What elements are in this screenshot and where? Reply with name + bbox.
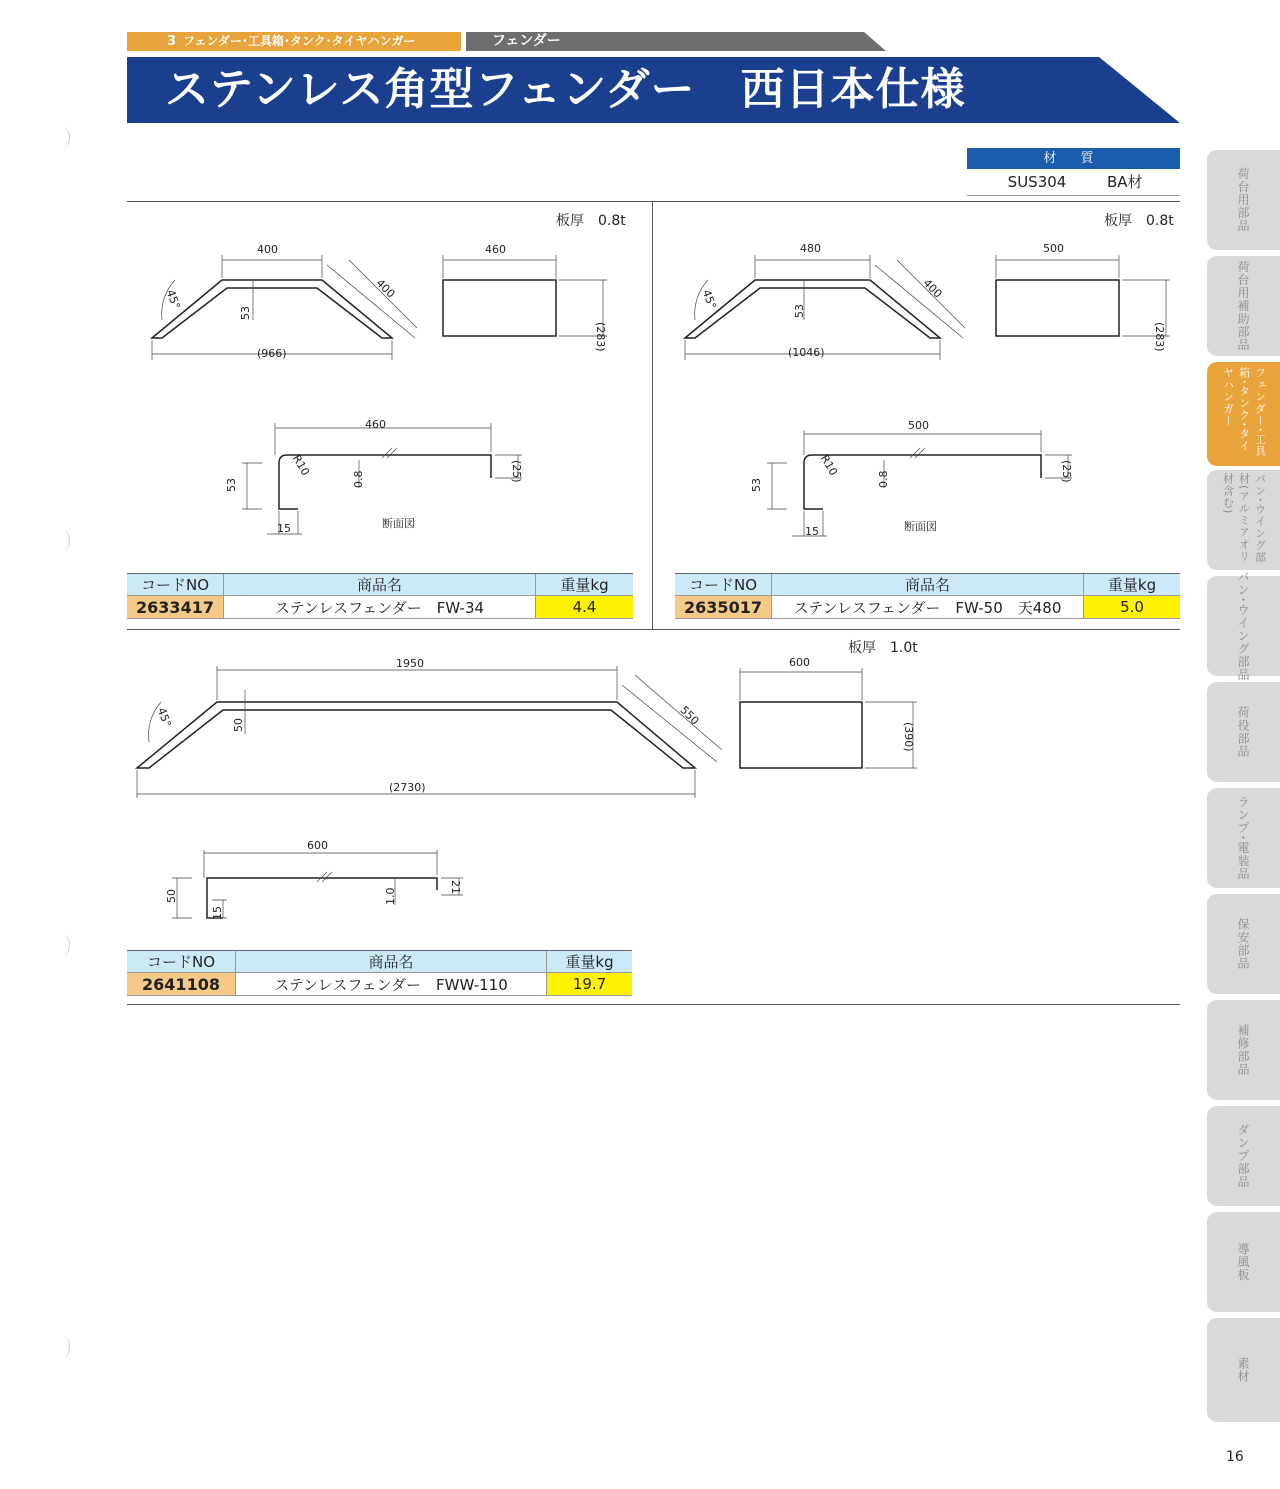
side-tab-label: バン･ウイング部品 — [1236, 570, 1250, 682]
table-row — [127, 596, 633, 619]
page-title: ステンレス角型フェンダー 西日本仕様 — [165, 64, 966, 115]
spec-table-fw34 — [127, 573, 633, 619]
svg-text:400: 400 — [920, 276, 945, 301]
svg-text:400: 400 — [373, 276, 398, 301]
side-tab-dump-parts[interactable] — [1207, 1106, 1280, 1206]
side-tab-cargo-aux-parts[interactable] — [1207, 256, 1280, 356]
svg-text:53: 53 — [239, 306, 252, 320]
svg-text:(390): (390) — [902, 722, 915, 752]
thickness-label-fww110: 板厚 1.0t — [848, 640, 918, 656]
svg-text:(25): (25) — [510, 460, 523, 483]
page-title-banner — [127, 57, 1180, 123]
svg-text:1950: 1950 — [396, 657, 424, 670]
product-code: 2635017 — [675, 596, 772, 619]
col-name: 商品名 — [772, 574, 1084, 596]
breadcrumb-section — [127, 32, 461, 51]
table-row — [127, 973, 632, 996]
side-tab-label: ランプ･電装品 — [1236, 795, 1250, 881]
section-divider-middle — [127, 629, 1180, 630]
side-tab-label: 保安部品 — [1236, 918, 1250, 970]
side-tab-handling-parts[interactable] — [1207, 682, 1280, 782]
svg-text:50: 50 — [232, 718, 245, 732]
svg-text:53: 53 — [225, 478, 238, 492]
svg-text:50: 50 — [165, 889, 178, 903]
svg-text:460: 460 — [365, 418, 386, 431]
product-weight: 19.7 — [547, 973, 633, 996]
svg-text:15: 15 — [211, 906, 224, 920]
fw50-drawing — [660, 230, 1180, 550]
svg-text:45°: 45° — [154, 706, 174, 729]
col-name: 商品名 — [224, 574, 536, 596]
side-tab-fender[interactable] — [1207, 362, 1280, 466]
side-tab-label: フェンダー･工具箱･タンク･タイヤハンガー — [1221, 367, 1267, 458]
thickness-label-fw34: 板厚 0.8t — [556, 213, 626, 229]
svg-text:(1046): (1046) — [788, 346, 825, 359]
svg-text:460: 460 — [485, 243, 506, 256]
fww110-section-shape — [207, 878, 437, 918]
side-tab-label: ダンプ部品 — [1236, 1123, 1250, 1189]
svg-text:(283): (283) — [594, 322, 607, 352]
svg-text:(25): (25) — [1060, 460, 1073, 483]
material-header: 材 質 — [967, 148, 1180, 169]
binder-hole — [55, 530, 70, 552]
svg-text:45°: 45° — [699, 288, 719, 311]
side-tab-label: 導風板 — [1236, 1242, 1250, 1282]
svg-text:R10: R10 — [289, 452, 312, 478]
material-box — [967, 148, 1180, 196]
table-header-row — [127, 574, 633, 596]
table-row — [675, 596, 1180, 619]
svg-text:断面図: 断面図 — [904, 520, 937, 533]
side-tab-air-deflector[interactable] — [1207, 1212, 1280, 1312]
svg-text:1.0: 1.0 — [384, 887, 397, 905]
binder-hole — [55, 934, 70, 956]
svg-text:53: 53 — [750, 478, 763, 492]
section-divider-top — [127, 201, 1180, 202]
product-name: ステンレスフェンダー FW-34 — [224, 596, 536, 619]
svg-text:400: 400 — [257, 243, 278, 256]
fw34-side-shape — [443, 280, 556, 336]
table-header-row — [127, 951, 632, 973]
col-code: コードNO — [127, 951, 236, 973]
fww110-drawing — [127, 650, 927, 950]
product-name: ステンレスフェンダー FWW-110 — [236, 973, 547, 996]
fww110-profile-shape — [137, 702, 695, 768]
side-tab-van-wing-parts[interactable] — [1207, 570, 1280, 682]
fww110-side-shape — [740, 702, 862, 768]
side-tab-repair-parts[interactable] — [1207, 1000, 1280, 1100]
spec-table-fw50 — [675, 573, 1180, 619]
svg-text:(966): (966) — [257, 347, 287, 360]
breadcrumb-subsection — [466, 32, 886, 51]
section-divider-bottom — [127, 1004, 1180, 1005]
breadcrumb-sub-label: フェンダー — [492, 33, 561, 49]
svg-text:500: 500 — [908, 419, 929, 432]
spec-table-fww110 — [127, 950, 632, 996]
svg-text:550: 550 — [677, 703, 702, 728]
svg-text:45°: 45° — [163, 288, 183, 311]
svg-text:断面図: 断面図 — [382, 517, 415, 530]
side-tab-label: 荷役部品 — [1236, 706, 1250, 758]
svg-text:0.8: 0.8 — [352, 470, 365, 488]
breadcrumb-section-label: フェンダー･工具箱･タンク･タイヤハンガー — [183, 34, 416, 48]
svg-text:(283): (283) — [1153, 322, 1166, 352]
side-tab-lamp-electrical[interactable] — [1207, 788, 1280, 888]
col-weight: 重量kg — [1084, 574, 1181, 596]
material-row — [967, 169, 1180, 196]
col-weight: 重量kg — [547, 951, 633, 973]
svg-text:600: 600 — [789, 656, 810, 669]
product-name: ステンレスフェンダー FW-50 天480 — [772, 596, 1084, 619]
side-tab-materials[interactable] — [1207, 1318, 1280, 1422]
svg-text:480: 480 — [800, 242, 821, 255]
svg-text:53: 53 — [793, 304, 806, 318]
side-tab-label: 荷台用補助部品 — [1236, 260, 1250, 352]
page-number: 16 — [1226, 1449, 1244, 1465]
material-grade: SUS304 — [1007, 173, 1067, 191]
binder-hole — [55, 127, 70, 149]
thickness-label-fw50: 板厚 0.8t — [1104, 213, 1174, 229]
side-tab-label: 補修部品 — [1236, 1024, 1250, 1076]
fw50-side-shape — [996, 280, 1119, 336]
col-code: コードNO — [127, 574, 224, 596]
side-tab-van-wing-material[interactable] — [1207, 470, 1280, 570]
section-divider-vertical — [652, 201, 653, 629]
fw50-section-shape — [804, 452, 1041, 509]
svg-text:(2730): (2730) — [389, 781, 426, 794]
svg-text:15: 15 — [805, 525, 819, 538]
svg-text:21: 21 — [449, 880, 462, 894]
svg-text:15: 15 — [277, 522, 291, 535]
svg-text:0.8: 0.8 — [877, 470, 890, 488]
fw34-section-shape — [279, 452, 491, 509]
product-weight: 4.4 — [536, 596, 634, 619]
product-weight: 5.0 — [1084, 596, 1181, 619]
fw50-profile-shape — [685, 280, 940, 338]
col-weight: 重量kg — [536, 574, 634, 596]
col-code: コードNO — [675, 574, 772, 596]
svg-text:600: 600 — [307, 839, 328, 852]
col-name: 商品名 — [236, 951, 547, 973]
svg-text:500: 500 — [1043, 242, 1064, 255]
product-code: 2641108 — [127, 973, 236, 996]
breadcrumb-number: 3 — [167, 34, 177, 49]
side-tab-label: 荷台用部品 — [1236, 167, 1250, 233]
fw34-drawing — [127, 230, 647, 550]
binder-hole — [55, 1336, 70, 1358]
side-tab-cargo-parts[interactable] — [1207, 150, 1280, 250]
side-tab-safety-parts[interactable] — [1207, 894, 1280, 994]
material-finish: BA材 — [1107, 173, 1143, 191]
side-tab-label: バン･ウイング部材(アルミアオリ材含む) — [1221, 473, 1267, 564]
side-tab-label: 素材 — [1236, 1357, 1250, 1383]
product-code: 2633417 — [127, 596, 224, 619]
table-header-row — [675, 574, 1180, 596]
svg-text:R10: R10 — [817, 452, 840, 478]
